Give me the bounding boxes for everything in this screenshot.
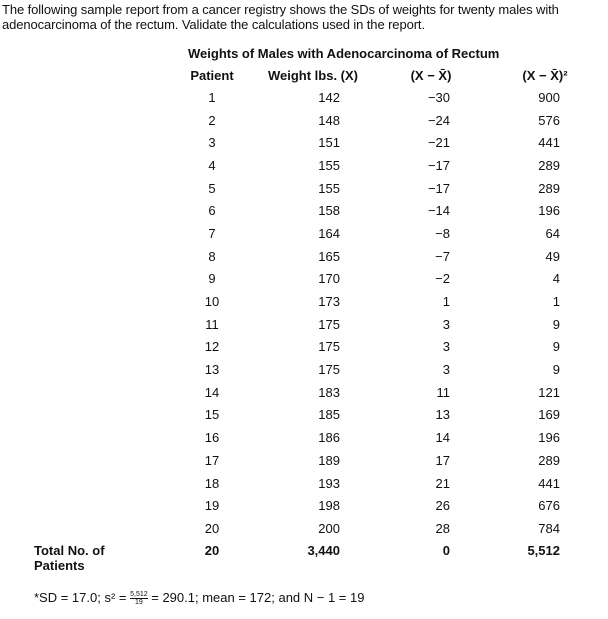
cell-patient: 8	[208, 248, 216, 264]
table-body	[0, 86, 590, 540]
cell-patient: 6	[208, 203, 216, 219]
cell-weight: 148	[318, 112, 340, 128]
cell-weight: 185	[318, 407, 340, 423]
header-squared-deviation: (X − X̄)²	[522, 67, 568, 83]
total-weight: 3,440	[307, 542, 340, 558]
fraction-numerator: 5,512	[130, 591, 148, 599]
table-row	[0, 449, 590, 472]
fraction-denominator: 19	[134, 599, 143, 607]
table-row	[0, 86, 590, 109]
cell-squared-deviation: 441	[538, 135, 560, 151]
cell-patient: 7	[208, 225, 216, 241]
table-row	[0, 517, 590, 540]
cell-deviation: 14	[435, 430, 450, 446]
total-squared: 5,512	[527, 542, 560, 558]
cell-weight: 164	[318, 225, 340, 241]
row-spacer	[0, 290, 184, 313]
cell-squared-deviation: 576	[538, 112, 560, 128]
cell-deviation: 3	[442, 362, 450, 378]
cell-deviation: −17	[427, 180, 450, 196]
cell-patient: 16	[204, 430, 220, 446]
cell-deviation: 28	[435, 520, 450, 536]
cell-deviation: 3	[442, 339, 450, 355]
cell-patient: 4	[208, 157, 216, 173]
row-spacer	[0, 245, 184, 268]
table-row	[0, 245, 590, 268]
cell-squared-deviation: 121	[538, 384, 560, 400]
table-row	[0, 131, 590, 154]
header-weight: Weight lbs. (X)	[267, 67, 359, 83]
cell-squared-deviation: 289	[538, 452, 560, 468]
cell-patient: 1	[208, 89, 216, 105]
row-spacer	[0, 177, 184, 200]
cell-weight: 142	[318, 89, 340, 105]
total-label-line1: Total No. of	[34, 542, 105, 558]
cell-patient: 20	[204, 520, 220, 536]
cell-squared-deviation: 289	[538, 180, 560, 196]
cell-squared-deviation: 1	[552, 294, 560, 310]
cell-deviation: −7	[435, 248, 450, 264]
fraction	[130, 591, 148, 606]
table-row	[0, 381, 590, 404]
cell-weight: 151	[318, 135, 340, 151]
cell-weight: 189	[318, 452, 340, 468]
cell-patient: 10	[204, 294, 220, 310]
cell-weight: 165	[318, 248, 340, 264]
table-header-row	[0, 64, 590, 86]
total-label	[0, 540, 184, 573]
cell-patient: 19	[204, 498, 220, 514]
row-spacer	[0, 449, 184, 472]
row-spacer	[0, 199, 184, 222]
footnote-part2: = 290.1; mean = 172; and N − 1 = 19	[147, 590, 365, 605]
cell-squared-deviation: 676	[538, 498, 560, 514]
cell-patient: 2	[208, 112, 216, 128]
table-row	[0, 358, 590, 381]
row-spacer	[0, 268, 184, 291]
row-spacer	[0, 86, 184, 109]
row-spacer	[0, 131, 184, 154]
cell-squared-deviation: 900	[538, 89, 560, 105]
table-title: Weights of Males with Adenocarcinoma of Rectum	[188, 46, 500, 61]
cell-weight: 193	[318, 475, 340, 491]
table-row	[0, 222, 590, 245]
cell-squared-deviation: 9	[552, 316, 560, 332]
cell-deviation: −2	[435, 271, 450, 287]
cell-weight: 155	[318, 180, 340, 196]
cell-weight: 175	[318, 362, 340, 378]
cell-patient: 15	[204, 407, 220, 423]
total-label-line2: Patients	[34, 557, 85, 573]
cell-patient: 5	[208, 180, 216, 196]
cell-patient: 13	[204, 362, 220, 378]
header-patient: Patient	[190, 67, 234, 83]
total-deviation: 0	[442, 542, 450, 558]
cell-squared-deviation: 196	[538, 430, 560, 446]
cell-deviation: 3	[442, 316, 450, 332]
cell-deviation: 13	[435, 407, 450, 423]
cell-squared-deviation: 441	[538, 475, 560, 491]
cell-patient: 17	[204, 452, 220, 468]
cell-weight: 170	[318, 271, 340, 287]
cell-squared-deviation: 289	[538, 157, 560, 173]
header-deviation: (X − X̄)	[410, 67, 452, 83]
row-spacer	[0, 426, 184, 449]
table-row	[0, 154, 590, 177]
row-spacer	[0, 154, 184, 177]
cell-squared-deviation: 196	[538, 203, 560, 219]
total-patients: 20	[204, 542, 220, 558]
cell-squared-deviation: 64	[545, 225, 560, 241]
cell-patient: 12	[204, 339, 220, 355]
table-row	[0, 426, 590, 449]
cell-deviation: 21	[435, 475, 450, 491]
cell-deviation: 26	[435, 498, 450, 514]
row-spacer	[0, 517, 184, 540]
cell-squared-deviation: 169	[538, 407, 560, 423]
cell-deviation: −24	[427, 112, 450, 128]
total-row	[0, 540, 590, 573]
cell-squared-deviation: 49	[545, 248, 560, 264]
cell-deviation: 1	[442, 294, 450, 310]
row-spacer	[0, 494, 184, 517]
cell-patient: 14	[204, 384, 220, 400]
cell-patient: 18	[204, 475, 220, 491]
table-row	[0, 494, 590, 517]
cell-deviation: −17	[427, 157, 450, 173]
cell-weight: 155	[318, 157, 340, 173]
row-spacer	[0, 109, 184, 132]
row-spacer	[0, 472, 184, 495]
weights-table	[0, 64, 590, 573]
cell-squared-deviation: 784	[538, 520, 560, 536]
cell-deviation: −21	[427, 135, 450, 151]
cell-weight: 198	[318, 498, 340, 514]
footnote-part1: *SD = 17.0; s² =	[34, 590, 131, 605]
cell-weight: 158	[318, 203, 340, 219]
table-row	[0, 472, 590, 495]
cell-deviation: −14	[427, 203, 450, 219]
table-row	[0, 177, 590, 200]
cell-patient: 9	[208, 271, 216, 287]
cell-weight: 175	[318, 339, 340, 355]
table-row	[0, 336, 590, 359]
cell-patient: 3	[208, 135, 216, 151]
row-spacer	[0, 222, 184, 245]
footnote	[34, 590, 364, 606]
table-row	[0, 290, 590, 313]
cell-deviation: −30	[427, 89, 450, 105]
header-spacer	[0, 64, 184, 86]
cell-squared-deviation: 4	[552, 271, 560, 287]
table-row	[0, 404, 590, 427]
row-spacer	[0, 404, 184, 427]
cell-patient: 11	[205, 316, 219, 332]
cell-squared-deviation: 9	[552, 362, 560, 378]
cell-deviation: 11	[436, 384, 450, 400]
row-spacer	[0, 381, 184, 404]
cell-weight: 200	[318, 520, 340, 536]
table-row	[0, 268, 590, 291]
row-spacer	[0, 336, 184, 359]
cell-deviation: −8	[435, 225, 450, 241]
cell-weight: 183	[318, 384, 340, 400]
cell-weight: 186	[318, 430, 340, 446]
table-row	[0, 199, 590, 222]
cell-weight: 173	[318, 294, 340, 310]
table-row	[0, 109, 590, 132]
cell-weight: 175	[318, 316, 340, 332]
intro-text: The following sample report from a cancer registry shows the SDs of weights for twenty males with adenocarcinoma of the rectum. Validate the calculations used in the report.	[2, 2, 559, 32]
row-spacer	[0, 358, 184, 381]
row-spacer	[0, 313, 184, 336]
cell-deviation: 17	[435, 452, 450, 468]
table-row	[0, 313, 590, 336]
cell-squared-deviation: 9	[552, 339, 560, 355]
